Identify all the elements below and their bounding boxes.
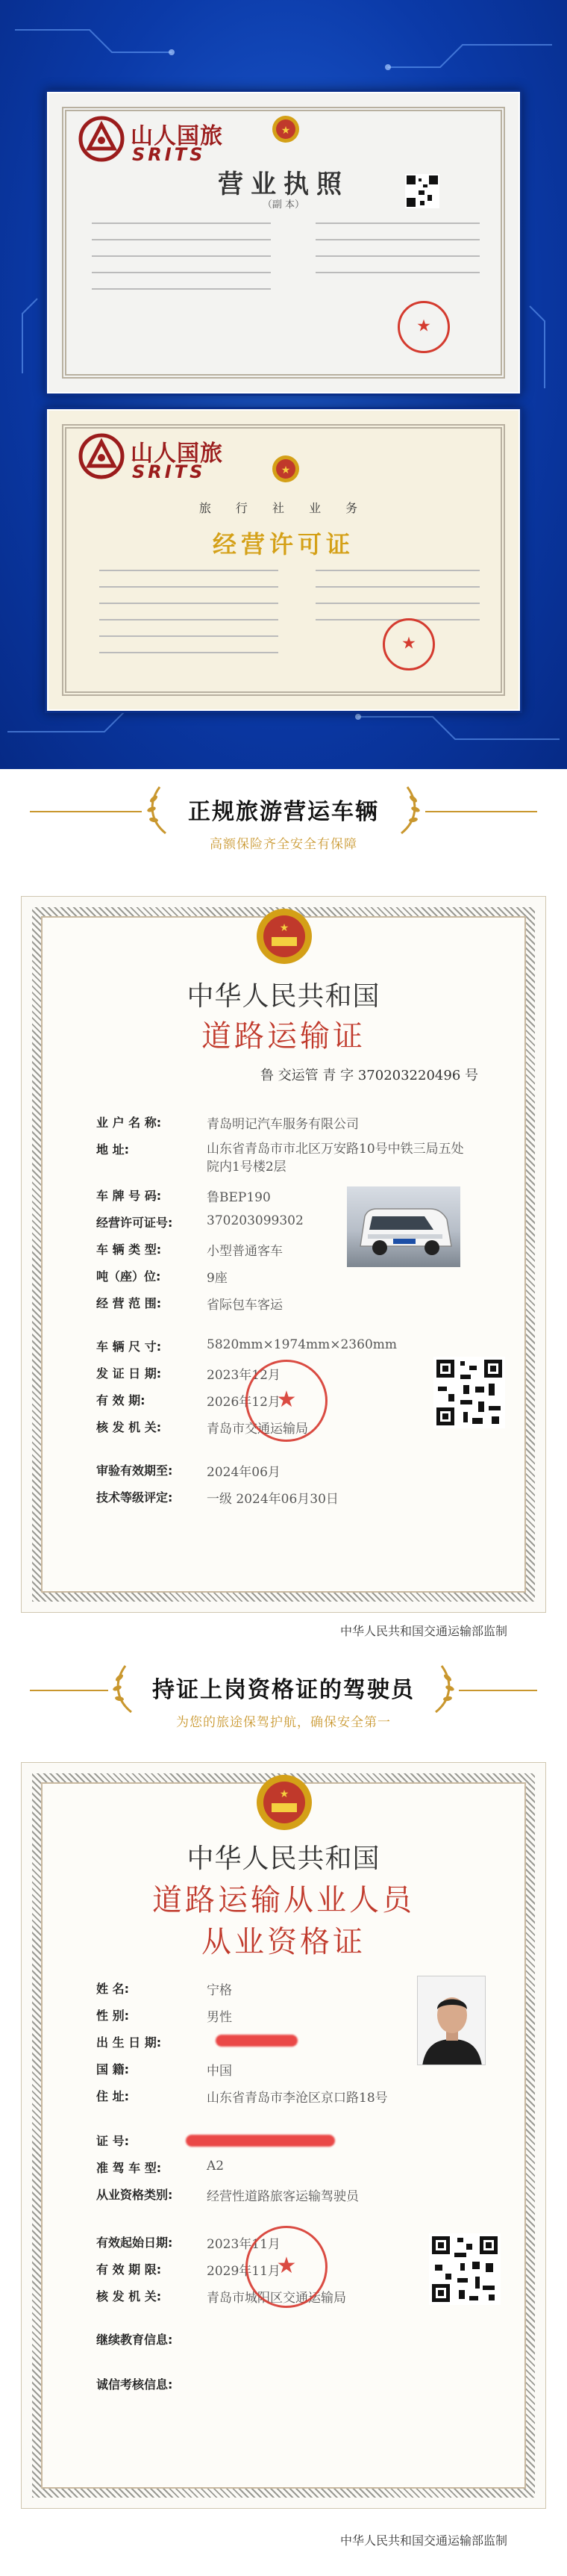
- field-address: 地 址: 山东省青岛市市北区万安路10号中铁三局五处院内1号楼2层: [96, 1142, 464, 1175]
- vehicle-section-title: 正规旅游营运车辆: [188, 799, 379, 825]
- field-business-name: 业 户 名 称: 青岛明记汽车服务有限公司: [96, 1116, 359, 1132]
- road-transport-certificate: [21, 896, 546, 1613]
- field-vehicle-type: 车 辆 类 型: 小型普通客车: [96, 1242, 283, 1259]
- driver-qualification-certificate: [21, 1762, 546, 2509]
- certificate-country: 中华人民共和国: [187, 1844, 380, 1874]
- company-seal: [398, 301, 450, 353]
- field-valid-from: 有效起始日期: 2023年11月: [96, 2236, 281, 2252]
- certificate-title-line2: 从业资格证: [201, 1925, 366, 1959]
- field-integrity-assessment: 诚信考核信息:: [96, 2377, 173, 2392]
- transport-supervision-note: 中华人民共和国交通运输部监制: [339, 1624, 507, 1638]
- certificate-title-line1: 道路运输从业人员: [152, 1883, 415, 1917]
- authority-seal: [245, 2226, 328, 2308]
- agency-seal: [383, 618, 435, 671]
- brand-mark-icon: [78, 116, 125, 162]
- driver-section-subtitle: 为您的旅途保驾护航，确保安全第一: [176, 1715, 391, 1730]
- travel-permit-sub: 旅 行 社 业 务: [198, 501, 369, 515]
- field-gender: 性 别: 男性: [96, 2009, 232, 2025]
- field-issuing-authority: 核 发 机 关: 青岛市城阳区交通运输局: [96, 2289, 346, 2306]
- authority-seal: [245, 1360, 328, 1442]
- redaction-mark: [216, 2035, 298, 2047]
- field-qualification-category: 从业资格类别: 经营性道路旅客运输驾驶员: [96, 2188, 359, 2204]
- national-emblem-icon: [271, 454, 301, 484]
- field-valid-until: 有 效 期: 2026年12月: [96, 1393, 281, 1410]
- field-certificate-number: 证 号:: [96, 2134, 129, 2148]
- business-license-title: 营业执照: [218, 169, 349, 199]
- field-issue-date: 发 证 日 期: 2023年12月: [96, 1366, 281, 1383]
- field-nationality: 国 籍: 中国: [96, 2062, 232, 2079]
- licenses-panel: [0, 0, 567, 769]
- svg-text:★: ★: [281, 464, 291, 476]
- field-plate-number: 车 牌 号 码: 鲁BEP190: [96, 1189, 271, 1205]
- field-vehicle-size: 车 辆 尺 寸: 5820mm×1974mm×2360mm: [96, 1337, 397, 1354]
- brand-name-cn: 山人国旅: [131, 441, 223, 467]
- qr-code-icon: [405, 174, 439, 208]
- national-emblem-icon: [255, 1773, 313, 1832]
- business-license-sub: （副 本）: [262, 199, 305, 211]
- qr-code-icon: [433, 1357, 505, 1428]
- travel-permit-image: [45, 407, 522, 713]
- driver-supervision-note: 中华人民共和国交通运输部监制: [339, 2533, 507, 2548]
- national-emblem-icon: [255, 907, 313, 965]
- certificate-country: 中华人民共和国: [187, 981, 380, 1012]
- field-continuing-education: 继续教育信息:: [96, 2333, 173, 2347]
- national-emblem-icon: [271, 114, 301, 144]
- driver-portrait: [417, 1976, 486, 2065]
- certificate-title: 道路运输证: [201, 1019, 366, 1054]
- redaction-mark: [186, 2135, 335, 2147]
- vehicle-section-heading: [0, 793, 567, 852]
- field-address: 住 址: 山东省青岛市李沧区京口路18号: [96, 2089, 388, 2106]
- driver-section-title: 持证上岗资格证的驾驶员: [152, 1677, 415, 1703]
- business-license-image: [45, 90, 522, 396]
- travel-permit-title: 经营许可证: [212, 530, 354, 559]
- field-birth-date: 出 生 日 期:: [96, 2035, 162, 2050]
- field-tech-grade: 技术等级评定: 一级 2024年06月30日: [96, 1490, 339, 1507]
- svg-text:★: ★: [279, 1788, 289, 1800]
- brand-mark-icon: [78, 433, 125, 479]
- field-vehicle-class: 准 驾 车 型: A2: [96, 2159, 225, 2175]
- brand-name-en: SRITS: [132, 144, 206, 165]
- svg-text:★: ★: [281, 125, 291, 137]
- vehicle-photo: [347, 1186, 460, 1267]
- driver-section-heading: [0, 1671, 567, 1730]
- field-valid-until: 有 效 期 限: 2029年11月: [96, 2262, 281, 2279]
- svg-text:★: ★: [279, 922, 289, 934]
- brand-logo: [78, 432, 235, 484]
- certificate-number: 鲁 交运管 青 字 370203220496 号: [260, 1068, 478, 1083]
- field-scope: 经 营 范 围: 省际包车客运: [96, 1296, 283, 1313]
- field-name: 姓 名: 宁格: [96, 1982, 232, 1998]
- field-permit-number: 经营许可证号: 370203099302: [96, 1213, 304, 1230]
- qr-code-icon: [429, 2233, 501, 2305]
- field-inspection-valid: 审验有效期至: 2024年06月: [96, 1463, 281, 1480]
- field-seats: 吨（座）位: 9座: [96, 1269, 228, 1286]
- vehicle-section-subtitle: 高额保险齐全安全有保障: [210, 837, 357, 852]
- brand-name-cn: 山人国旅: [131, 123, 223, 149]
- field-issuing-authority: 核 发 机 关: 青岛市交通运输局: [96, 1420, 308, 1437]
- brand-name-en: SRITS: [132, 461, 206, 482]
- brand-logo: [78, 114, 235, 167]
